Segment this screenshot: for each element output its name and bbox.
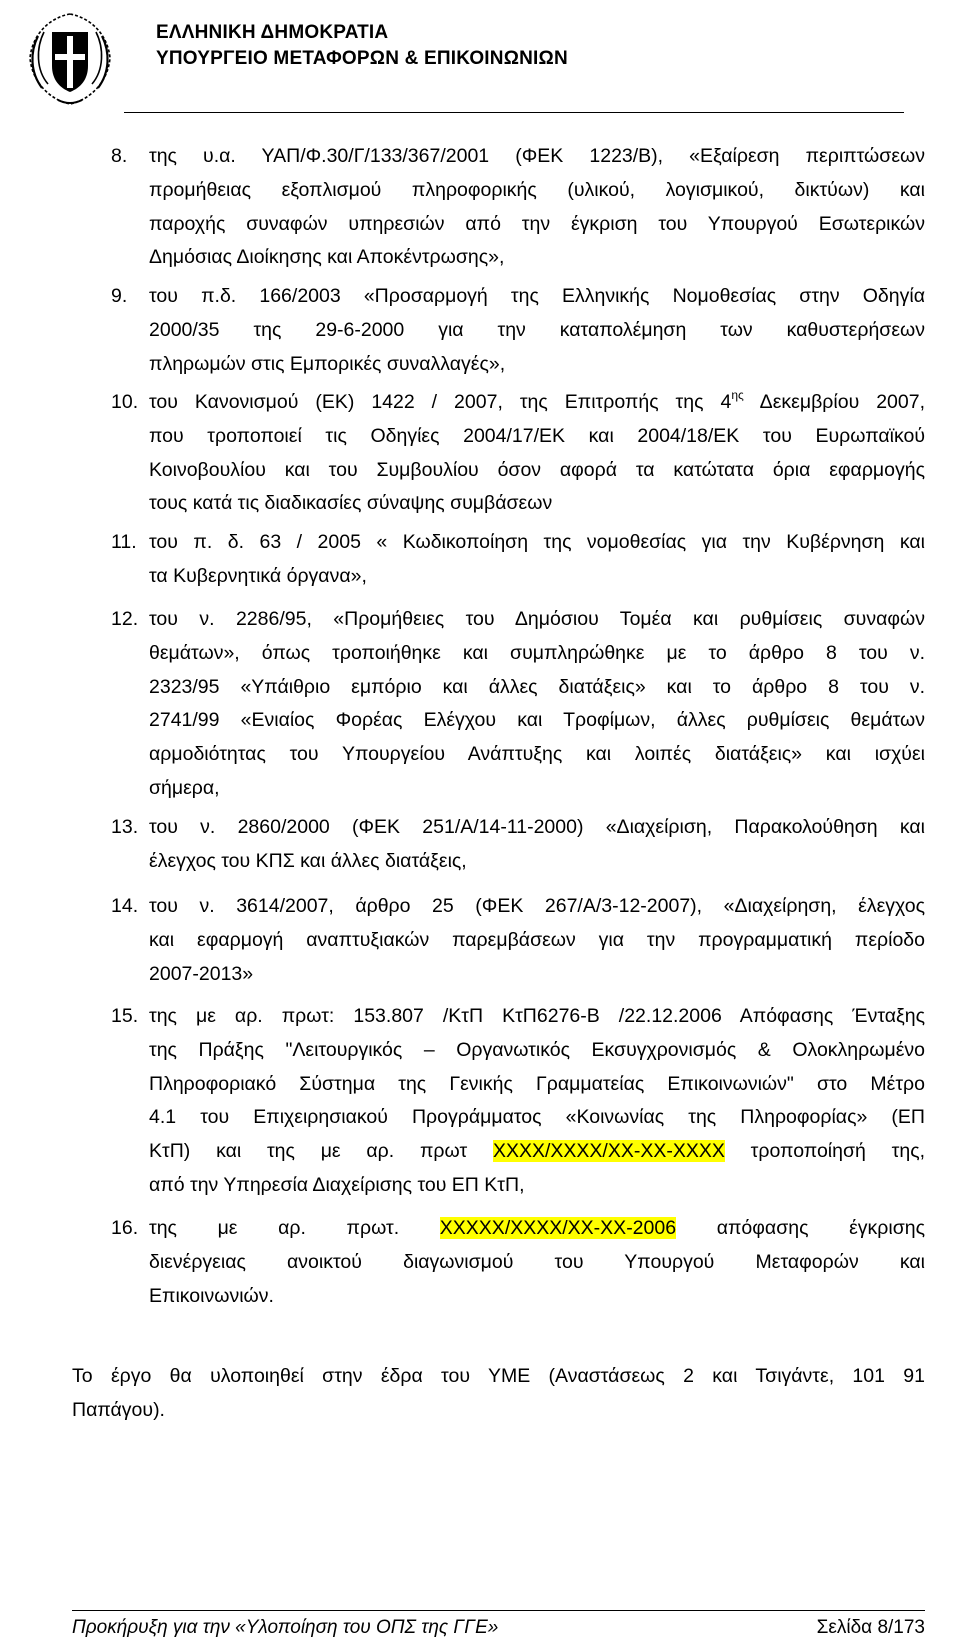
item-number: 16.: [111, 1217, 139, 1239]
text-line: παροχής συναφών υπηρεσιών από την έγκριση του Υπουργού Εσωτερικών: [149, 212, 925, 235]
text-line: έλεγχος του ΚΠΣ και άλλες διατάξεις,: [149, 849, 467, 872]
item-number: 13.: [111, 816, 139, 838]
text-line: Δημόσιας Διοίκησης και Αποκέντρωσης»,: [149, 246, 505, 269]
text-line: [149, 1212, 925, 1246]
text-line: του π.δ. 166/2003 «Προσαρμογή της Ελληνικής Νομοθεσίας στην Οδηγία: [149, 285, 925, 307]
text-line: της Πράξης "Λειτουργικός – Οργανωτικός Εκσυγχρονισμός & Ολοκληρωμένο: [149, 1038, 925, 1061]
text-line: πληρωμών στις Εμπορικές συναλλαγές»,: [149, 352, 506, 375]
text-line: που τροποποιεί τις Οδηγίες 2004/17/ΕΚ και 2004/18/ΕΚ του Ευρωπαϊκού: [149, 424, 925, 447]
text-line: προμήθειας εξοπλισμού πληροφορικής (υλικού, λογισμικού, δικτύων) και: [149, 178, 925, 201]
text-line: αρμοδιότητας του Υπουργείου Ανάπτυξης και λοιπές διατάξεις» και ισχύει: [149, 743, 925, 766]
text-line: Το έργο θα υλοποιηθεί στην έδρα του ΥΜΕ (Αναστάσεως 2 και Τσιγάντε, 101 91: [72, 1365, 925, 1387]
text-line: Κοινοβουλίου και του Συμβουλίου όσον αφορά τα κατώτατα όρια εφαρμογής: [149, 458, 925, 481]
item-number: 10.: [111, 391, 139, 413]
text-line: Πληροφοριακό Σύστημα της Γενικής Γραμματείας Επικοινωνιών" στο Μέτρο: [149, 1072, 925, 1095]
text-line: διενέργειας ανοικτού διαγωνισμού του Υπουργού Μεταφορών και: [149, 1250, 925, 1273]
item-number: 15.: [111, 1005, 139, 1027]
text-fragment: τροποποίησή της,: [724, 1140, 926, 1163]
header-ministry: ΥΠΟΥΡΓΕΙΟ ΜΕΤΑΦΟΡΩΝ & ΕΠΙΚΟΙΝΩΝΙΩΝ: [156, 48, 568, 69]
text-line: του ν. 2286/95, «Προμήθειες του Δημόσιου Τομέα και ρυθμίσεις συναφών: [149, 608, 925, 630]
text-line: 2007-2013»: [149, 962, 254, 985]
text-line: από την Υπηρεσία Διαχείρισης του ΕΠ ΚτΠ,: [149, 1173, 525, 1196]
ordinal-suffix: ης: [731, 388, 744, 402]
item-text: [149, 603, 925, 806]
highlighted-placeholder: XXXXX/XXXX/XX-XX-2006: [439, 1217, 677, 1239]
text-line: θεμάτων», όπως τροποιήθηκε και συμπληρώθηκε με το άρθρο 8 του ν.: [149, 641, 925, 664]
text-fragment: απόφασης έγκρισης: [676, 1217, 925, 1239]
item-text: [149, 526, 925, 594]
item-text: [149, 140, 925, 275]
text-line: τα Κυβερνητικά όργανα»,: [149, 564, 367, 587]
text-line: Παπάγου).: [72, 1398, 165, 1421]
footer-divider: [72, 1610, 925, 1611]
item-text: [149, 386, 925, 521]
item-number: 9.: [111, 285, 128, 307]
text-line: του ν. 2860/2000 (ΦΕΚ 251/Α/14-11-2000) «Διαχείριση, Παρακολούθηση και: [149, 816, 925, 838]
text-fragment: Δεκεμβρίου 2007,: [743, 391, 925, 413]
page-header: [0, 0, 960, 116]
greek-coat-of-arms-icon: [18, 6, 122, 110]
closing-paragraph: [72, 1360, 925, 1428]
item-number: 11.: [111, 531, 137, 553]
page-number: Σελίδα 8/173: [816, 1617, 925, 1638]
text-line: σήμερα,: [149, 776, 220, 799]
item-text: [149, 280, 925, 381]
footer-document-title: Προκήρυξη για την «Υλοποίηση του ΟΠΣ της ΓΓΕ»: [72, 1617, 499, 1638]
text-line: 2000/35 της 29-6-2000 για την καταπολέμηση των καθυστερήσεων: [149, 318, 925, 341]
item-text: [149, 890, 925, 991]
highlighted-placeholder: XXXX/XXXX/XX-XX-XXXX: [492, 1140, 725, 1163]
text-fragment: της με αρ. πρωτ.: [149, 1217, 440, 1239]
text-line: [149, 386, 925, 420]
text-fragment: του Κανονισμού (ΕΚ) 1422 / 2007, της Επιτροπής της 4: [149, 391, 732, 413]
header-divider: [124, 112, 904, 113]
text-line: του ν. 3614/2007, άρθρο 25 (ΦΕΚ 267/Α/3-12-2007), «Διαχείρηση, έλεγχος: [149, 895, 925, 917]
text-line: της υ.α. ΥΑΠ/Φ.30/Γ/133/367/2001 (ΦΕΚ 1223/Β), «Εξαίρεση περιπτώσεων: [149, 145, 925, 167]
text-line: 4.1 του Επιχειρησιακού Προγράμματος «Κοινωνίας της Πληροφορίας» (ΕΠ: [149, 1106, 925, 1129]
text-line: του π. δ. 63 / 2005 « Κωδικοποίηση της νομοθεσίας για την Κυβέρνηση και: [149, 531, 925, 553]
text-line: τους κατά τις διαδικασίες σύναψης συμβάσεων: [149, 492, 553, 515]
item-text: [149, 1212, 925, 1313]
text-line: της με αρ. πρωτ: 153.807 /ΚτΠ ΚτΠ6276-Β /22.12.2006 Απόφασης Ένταξης: [149, 1005, 925, 1027]
item-number: 8.: [111, 145, 128, 167]
text-line: 2741/99 «Ενιαίος Φορέας Ελέγχου και Τροφίμων, άλλες ρυθμίσεις θεμάτων: [149, 709, 925, 732]
text-fragment: ΚτΠ) και της με αρ. πρωτ: [149, 1140, 493, 1163]
item-text: [149, 1000, 925, 1203]
text-line: 2323/95 «Υπάιθριο εμπόριο και άλλες διατάξεις» και το άρθρο 8 του ν.: [149, 675, 925, 698]
item-number: 14.: [111, 895, 139, 917]
item-number: 12.: [111, 608, 139, 630]
text-line: [149, 1135, 925, 1169]
header-country: ΕΛΛΗΝΙΚΗ ΔΗΜΟΚΡΑΤΙΑ: [156, 22, 389, 43]
text-line: Επικοινωνιών.: [149, 1284, 274, 1307]
item-text: [149, 811, 925, 879]
text-line: και εφαρμογή αναπτυξιακών παρεμβάσεων για την προγραμματική περίοδο: [149, 928, 925, 951]
